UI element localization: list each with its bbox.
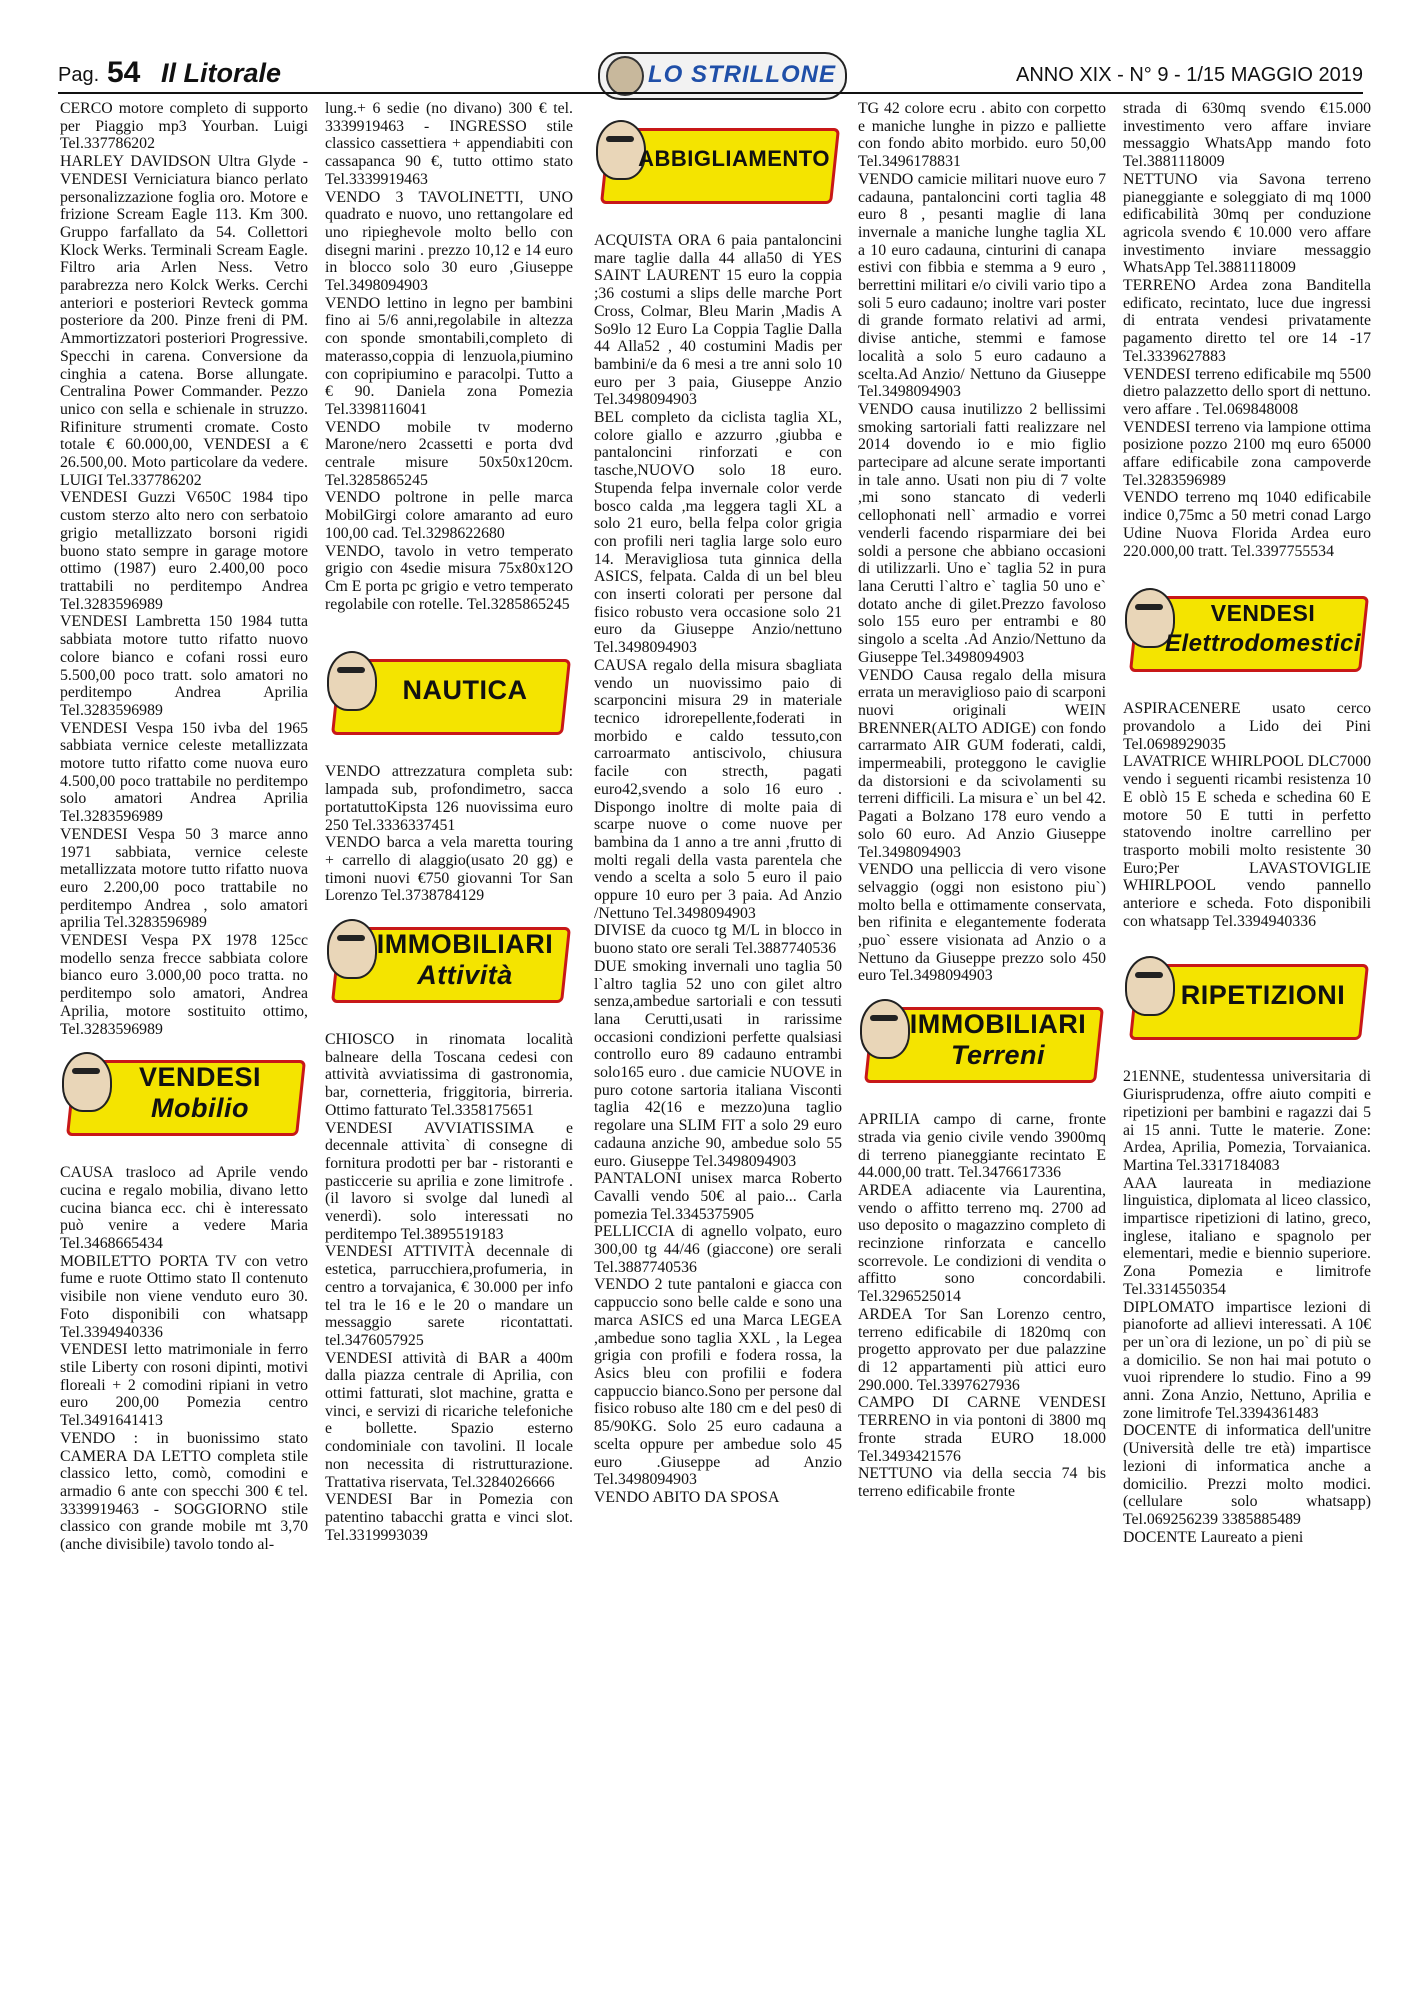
classified-ad: VENDO attrezzatura completa sub: lampada sub, profondimetro, sacca portatuttoKipsta 126 nuovissima euro 250 Tel.3336337451 [325,763,573,834]
classified-ad: ACQUISTA ORA 6 paia pantaloncini mare taglie dalla 44 alla50 di YES SAINT LAURENT 15 euro la coppia ;36 costumi a slips delle marche Port Cross, Colmar, Bleu Marin ,Madis A So9lo 12 Euro La Coppia Taglie Dalla 44 Alla52 , 40 costumini Madis per bambini/e da 6 mesi a tre anni solo 10 euro per 3 paia, Giuseppe Anzio Tel.3498094903 [594,232,842,409]
classified-ad: ASPIRACENERE usato cerco provandolo a Lido dei Pini Tel.0698929035 [1123,700,1371,753]
classified-ad: LAVATRICE WHIRLPOOL DLC7000 vendo i seguenti ricambi resistenza 10 E oblò 15 E scheda e schedina 60 E motore 50 E tutti in perfetto statovendo inoltre carrellino per trasporto mobili molto resistente 30 Euro;Per LAVASTOVIGLIE WHIRLPOOL vendo pannello anteriore e scheda. Foto disponibili con whatsapp Tel.3394940336 [1123,753,1371,930]
classified-ad: VENDESI Lambretta 150 1984 tutta sabbiata motore tutto rifatto nuovo colore bianco e cofani rossi euro 5.500,00 poco tratt. solo amatori no perditempo Andrea Aprilia Tel.3283596989 [60,613,308,719]
classified-ad: CERCO motore completo di supporto per Piaggio mp3 Yourban. Luigi Tel.337786202 [60,100,308,153]
section-banner-immobiliari-attivita [327,921,571,1009]
classified-ad: VENDESI Vespa PX 1978 125cc modello senza frecce sabbiata colore bianco euro 3.000,00 poco tratta. no perditempo solo amatori, Andrea Aprilia, motore sostituito ottimo, Tel.3283596989 [60,932,308,1038]
classified-ad: HARLEY DAVIDSON Ultra Glyde - VENDESI Verniciatura bianco perlato personalizzazione foglia oro. Motore e frizione Scream Eagle 113. Km 300. Gruppo farfallato da 54. Collettori Klock Werks. Terminali Scream Eagle. Filtro aria Arlen Ness. Vetro parabrezza nero Kolck Werks. Cerchi anteriori e posteriori Revteck gomma posteriore da 200. Pinze freni di PM. Ammortizzatori posteriori Progressive. Specchi in carena. Conversione da cinghia a catena. Borse allungate. Centralina Power Commander. Pezzo unico con sella e schienale in struzzo. Rifiniture strumenti cromate. Costo totale € 60.000,00, VENDESI a € 26.500,00. Moto particolare da vedere. LUIGI Tel.337786202 [60,153,308,489]
newspaper-name: Il Litorale [161,58,282,88]
classified-ad: VENDO, tavolo in vetro temperato grigio con 4sedie misura 75x80x12O Cm E porta pc grigio e vetro temperato regolabile con rotelle. Tel.3285865245 [325,542,573,613]
classified-ad: BEL completo da ciclista taglia XL, colore giallo e azzurro ,giubba e pantaloncini rinforzati e con tasche,NUOVO solo 18 euro. Stupenda felpa invernale color verde bosco calda ,ma leggera tagli XL a solo 21 euro, bella felpa color grigia con profili neri taglia large solo euro 14. Meravigliosa tuta ginnica della ASICS, felpata. Calda di un bel bleu con inserti colorati per persone dal fisico robusto vera occasione solo 21 euro da Giuseppe Anzio/nettuno Tel.3498094903 [594,409,842,657]
mascot-icon [606,56,644,96]
classified-ad: VENDO causa inutilizzo 2 bellissimi smoking sartoriali fatti realizzare nel 2014 dovendo io e mio figlio partecipare ad alcune serate importanti in tale anno. Usati non piu di 7 volte ,mi sono stancato di vederli cellophonati nell` armadio e vorrei venderli facendo risparmiare dei bei soldi a persone che abbiano occasioni di utilizzarli. Uno e` taglia 52 in pura lana Cerutti l`altro e` taglia 50 uno e` dotato anche di gilet.Prezzo favoloso solo 155 euro per entrambi e 80 singolo a scelta .Ad Anzio/Nettuno da Giuseppe Tel.3498094903 [858,400,1106,666]
classified-ad: VENDESI Bar in Pomezia con patentino tabacchi gratta e vinci slot. Tel.3319993039 [325,1491,573,1544]
classified-ad: VENDO terreno mq 1040 edificabile indice 0,75mc a 50 metri conad Largo Udine Nuova Florida Ardea euro 220.000,00 tratt. Tel.3397755534 [1123,489,1371,560]
classified-ad: ARDEA Tor San Lorenzo centro, terreno edificabile di 1820mq con progetto approvato per due palazzine di 12 appartamenti più attici euro 290.000. Tel.3397627936 [858,1305,1106,1394]
page-label: Pag. [58,64,100,86]
classified-ad: VENDO 2 tute pantaloni e giacca con cappuccio sono belle calde e sono una marca ASICS ed una Marca LEGEA ,ambedue sono taglia XXL , la Legea grigia con profili e fodera rossa, la Asics bleu con profilii e fodera cappuccio bianco.Sono per persone dal fisico robuso alte 180 cm e del pes0 di 85/90KG. Solo 25 euro cadauna a scelta oppure per ambedue solo 45 euro .Giuseppe ad Anzio Tel.3498094903 [594,1276,842,1489]
classified-ad: strada di 630mq svendo €15.000 investimento vero affare inviare messaggio WhatsApp mando foto Tel.3881118009 [1123,100,1371,171]
section-subtitle: Terreni [950,1040,1046,1071]
classified-ad: VENDO Causa regalo della misura errata un meraviglioso paio di scarponi nuovi originali WEIN BRENNER(ALTO ADIGE) con fondo carrarmato AIR GUM foderati, caldi, impermeabili, proteggono le caviglie da distorsioni e da scivolamenti su terreni difficili. La misura e` un bel 42. Pagati a Bolzano 178 euro vendo a solo 60 euro. Ad Anzio Giuseppe Tel.3498094903 [858,666,1106,861]
ads-terreni-cont [1123,100,1371,560]
classified-ad: NETTUNO via Savona terreno pianeggiante e soleggiato di mq 1000 edificabilità 30mq per conduzione agricola svendo € 10.000 vero affare investimento inviare messaggio WhatsApp Tel.3881118009 [1123,170,1371,277]
classified-ad: VENDO una pelliccia di vero visone selvaggio (oggi non esistono piu`) molto bella e ottimamente conservata, ben rifinita e elegantemente foderata ,puo` essere visionata ad Anzio o a Nettuno da Giuseppe prezzo solo 450 euro Tel.3498094903 [858,861,1106,985]
classified-ad: DOCENTE Laureato a pieni [1123,1528,1304,1546]
classified-ad: VENDO ABITO DA SPOSA [594,1488,780,1506]
classified-ad: VENDO mobile tv moderno Marone/nero 2cassetti e porta dvd centrale misure 50x50x120cm. Tel.3285865245 [325,418,573,489]
classified-ad: PANTALONI unisex marca Roberto Cavalli vendo 50€ al paio... Carla pomezia Tel.3345375905 [594,1170,842,1223]
classified-ad: VENDO : in buonissimo stato CAMERA DA LETTO completa stile classico letto, comò, comodini e armadio 6 ante con specchi 300 € tel. 3339919463 - SOGGIORNO stile classico con grande mobile mt 3,70 (anche divisibile) tavolo tondo al- [60,1429,308,1554]
classified-ad: CAUSA trasloco ad Aprile vendo cucina e regalo mobilia, divano letto cucina bianca ecc. chi è interessato può venire a vedere Maria Tel.3468665434 [60,1164,308,1253]
classified-ad: DIPLOMATO impartisce lezioni di pianoforte ad allievi interessati. A 10€ per un`ora di lezione, un po` di più se a domicilio. Se non hai mai potuto o vuoi riprendere lo studio. Fino a 99 anni. Zona Anzio, Nettuno, Aprilia e zone limitrofe Tel.3394361483 [1123,1298,1371,1422]
section-title: VENDESI [1210,600,1316,627]
classified-ad: VENDESI Vespa 150 ivba del 1965 sabbiata vernice celeste metallizzata motore tutto rifatto come nuova euro 4.500,00 poco trattabile no perditempo solo amatori Andrea Aprilia Tel.3283596989 [60,719,308,826]
ads-elettrodomestici [1123,700,1371,930]
column-3 [594,100,842,1988]
classified-ad: DOCENTE di informatica dell'unitre (Università delle tre età) impartisce lezioni di informatica anche a domicilio. Prezzi molto modici. (cellulare solo whatsapp) Tel.069256239 3385885489 [1123,1422,1371,1528]
column-4 [858,100,1106,1988]
page-header [58,56,1363,92]
classified-ad: VENDESI Vespa 50 3 marce anno 1971 sabbiata, vernice celeste metallizzata motore tutto rifatto nuova euro 2.200,00 poco trattabile no perditempo Andrea , solo amatori aprilia Tel.3283596989 [60,825,308,932]
column-2 [325,100,573,1988]
ads-abbigliamento [594,232,842,1507]
section-subtitle: Attività [417,960,513,991]
classified-ad: VENDESI Guzzi V650C 1984 tipo custom sterzo alto nero con serbatoio grigio metallizzato borsoni rigidi buono stato sempre in garage motore ottimo (1987) euro 2.400,00 poco trattabili no perditempo Andrea Tel.3283596989 [60,489,308,613]
classified-ad: VENDO barca a vela maretta touring + carrello di alaggio(usato 20 gg) e timoni nuovi €750 giovanni Tor San Lorenzo Tel.3738784129 [325,834,573,905]
classified-ad: VENDESI terreno via lampione ottima posizione pozzo 2100 mq euro 65000 affare edificabile zona campoverde Tel.3283596989 [1123,418,1371,489]
classified-ad: ARDEA adiacente via Laurentina, vendo o affitto terreno mq. 2700 ad uso deposito o magazzino completo di recinzione rinforzata e cancello scorrevole. Le condizioni di vendita o affitto sono concordabili. Tel.3296525014 [858,1181,1106,1306]
classified-ad: VENDO lettino in legno per bambini fino ai 5/6 anni,regolabile in altezza con sponde smontabili,completo di materasso,coppia di lenzuola,piumino con copripiumino e paracolpi. Tutto a € 90. Daniela zona Pomezia Tel.3398116041 [325,294,573,418]
column-1 [60,100,308,1988]
section-banner-vendesi-mobilio [62,1054,306,1142]
classified-ad: CHIOSCO in rinomata località balneare della Toscana cedesi con attività avviatissima di gastronomia, bar, cornetteria, friggitoria, birreria. Ottimo fatturato Tel.3358175651 [325,1031,573,1119]
classified-ad: CAMPO DI CARNE VENDESI TERRENO in via pontoni di 3800 mq fronte strada EURO 18.000 Tel.3493421576 [858,1394,1106,1465]
classified-ad: 21ENNE, studentessa universitaria di Giurisprudenza, offre aiuto compiti e ripetizioni per bambini e ragazzi dai 5 ai 15 anni. Tutte le materie. Zone: Ardea, Aprilia, Pomezia, Torvaianica. Martina Tel.3317184083 [1123,1068,1371,1174]
section-banner-abbigliamento [596,122,840,210]
section-title: RIPETIZIONI [1180,980,1346,1011]
classified-ad: PELLICCIA di agnello volpato, euro 300,00 tg 44/46 (giaccone) ore serali Tel.3887740536 [594,1223,842,1276]
classified-ad: VENDO camicie militari nuove euro 7 cadauna, pantaloncini corti taglia 48 euro 8 , pesanti maglie di lana invernale a maniche lunghe taglia XL a 10 euro cadauna, cinturini di canapa estivi con fibbia e stemma a 9 euro , berrettini militari e/o civili vario tipo a soli 5 euro cadauno; inoltre vari poster di grande formato relativi ad armi, divise antiche, stemmi e famose località a solo 5 euro cadauno a scelta.Ad Anzio/ Nettuno da Giuseppe Tel.3498094903 [858,170,1106,401]
section-title: IMMOBILIARI [909,1009,1087,1040]
logo-text: LO STRILLONE [648,61,836,88]
classified-ad: VENDESI terreno edificabile mq 5500 dietro palazzetto dello sport di nettuno. vero affare . Tel.069848008 [1123,365,1371,418]
ads-nautica [325,763,573,905]
section-title: IMMOBILIARI [376,929,554,960]
classified-ad: lung.+ 6 sedie (no divano) 300 € tel. 3339919463 - INGRESSO stile classico cassettiera + appendiabiti con cassapanca 90 €, tutto ottimo stato Tel.3339919463 [325,100,573,188]
classified-ad: APRILIA campo di carne, fronte strada via genio civile vendo 3900mq di terreno pianeggiante recintato E 44.000,00 tratt. Tel.3476617336 [858,1111,1106,1182]
ads-mobilio [60,1164,308,1553]
classified-ad: AAA laureata in mediazione linguistica, diplomata al liceo classico, impartisce ripetizioni di latino, greco, inglese, italiano e spagnolo per elementari, medie e biennio superiore. Zona Pomezia e limitrofe Tel.3314550354 [1123,1174,1371,1298]
section-banner-nautica [327,653,571,741]
ads-abbigliamento-cont [858,100,1106,985]
ads-ripetizioni [1123,1068,1371,1546]
section-subtitle: Mobilio [151,1093,249,1124]
classified-ad: VENDESI ATTIVITÀ decennale di estetica, parrucchiera,profumeria, in centro a torvajanica, € 30.000 per info tel tra le 16 e le 20 o mandare un messaggio sarete ricontattati. tel.3476057925 [325,1243,573,1349]
section-banner-vendesi-elettrodomestici [1125,590,1369,678]
section-title: ABBIGLIAMENTO [638,146,830,171]
page-number: 54 [107,56,141,89]
classified-ad: VENDESI attività di BAR a 400m dalla piazza centrale di Aprilia, con ottimi fatturati, slot machine, gratta e vinci, e servizi di ricariche telefoniche e bollette. Spazio esterno condominiale con tavolini. Il locale non necessita di ristrutturazione. Trattativa riservata, Tel.3284026666 [325,1349,573,1491]
classified-ad: DIVISE da cuoco tg M/L in blocco in buono stato ore serali Tel.3887740536 [594,922,842,958]
column-5 [1123,100,1371,1988]
header-rule [58,92,1363,94]
classified-ad: TERRENO Ardea zona Banditella edificato, recintato, luce due ingressi di entrata vendesi privatamente pagamento diretto tel ore 14 -17 Tel.3339627883 [1123,277,1371,365]
classified-ad: TG 42 colore ecru . abito con corpetto e maniche lunghe in pizzo e palliette con fondo abito morbido. euro 50,00 Tel.3496178831 [858,100,1106,171]
ads-terreni [858,1111,1106,1500]
ads-motori [60,100,308,1038]
classified-ad: MOBILETTO PORTA TV con vetro fume e ruote Ottimo stato Il contenuto visibile non viene venduto euro 30. Foto disponibili con whatsapp Tel.3394940336 [60,1252,308,1341]
classified-ad: VENDESI AVVIATISSIMA e decennale attivita` di consegne di fornitura prodotti per bar - ristoranti e pasticcerie su aprilia e zone limitrofe . (il lavoro si svolge dal lunedì al venerdì). solo interessati no perditempo Tel.3895519183 [325,1119,573,1243]
ads-attivita [325,1031,573,1544]
classified-ad: CAUSA regalo della misura sbagliata vendo un nuovissimo paio di scarponcini misura 29 in materiale tecnico idrorepellente,foderati in morbido e caldo tessuto,con carroarmato antiscivolo, chiusura facile con strecth, pagati euro42,svendo a solo 16 euro . Dispongo inoltre di molte paia di scarpe nuove o come nuove per bambina da 1 anno a tre anni ,frutto di molti regali della vasta parentela che vendo a scelta a solo 5 euro il paio oppure 10 euro per 3 paia. Ad Anzio /Nettuno Tel.3498094903 [594,656,842,922]
section-title: NAUTICA [402,675,528,706]
classified-ad: VENDO poltrone in pelle marca MobilGirgi colore amaranto ad euro 100,00 cad. Tel.3298622680 [325,489,573,542]
classified-ad: NETTUNO via della seccia 74 bis terreno edificabile fronte [858,1465,1106,1500]
section-subtitle: Elettrodomestici [1164,630,1362,658]
section-banner-immobiliari-terreni [860,1001,1104,1089]
classified-ad: VENDO 3 TAVOLINETTI, UNO quadrato e nuovo, uno rettangolare ed uno ripieghevole molto bello con disegni marini . prezzo 10,12 e 14 euro in blocco solo 30 euro ,Giuseppe Tel.3498094903 [325,188,573,295]
issue-date: ANNO XIX - N° 9 - 1/15 MAGGIO 2019 [1015,64,1363,86]
ads-mobilio-cont [325,100,573,613]
section-title: VENDESI [138,1062,262,1093]
classified-ad: VENDESI letto matrimoniale in ferro stile Liberty con rosoni dipinti, motivi floreali + 2 comodini ripiani in vetro euro 200,00 Pomezia centro Tel.3491641413 [60,1341,308,1430]
section-banner-ripetizioni [1125,958,1369,1046]
classified-ad: DUE smoking invernali uno taglia 50 l`altro taglia 52 uno con gilet altro senza,ambedue sartoriali e con tessuti lana Cerutti,usati in rarissime occasioni condizioni perfette qualsiasi controllo euro 89 cadauno entrambi solo165 euro . due camicie NUOVE in puro cotone sartoria italiana Visconti taglia 42(16 e mezzo)una taglio regolare una SLIM FIT a solo 29 euro cadauna anziche 90, ambedue solo 55 euro. Giuseppe Tel.3498094903 [594,957,842,1170]
